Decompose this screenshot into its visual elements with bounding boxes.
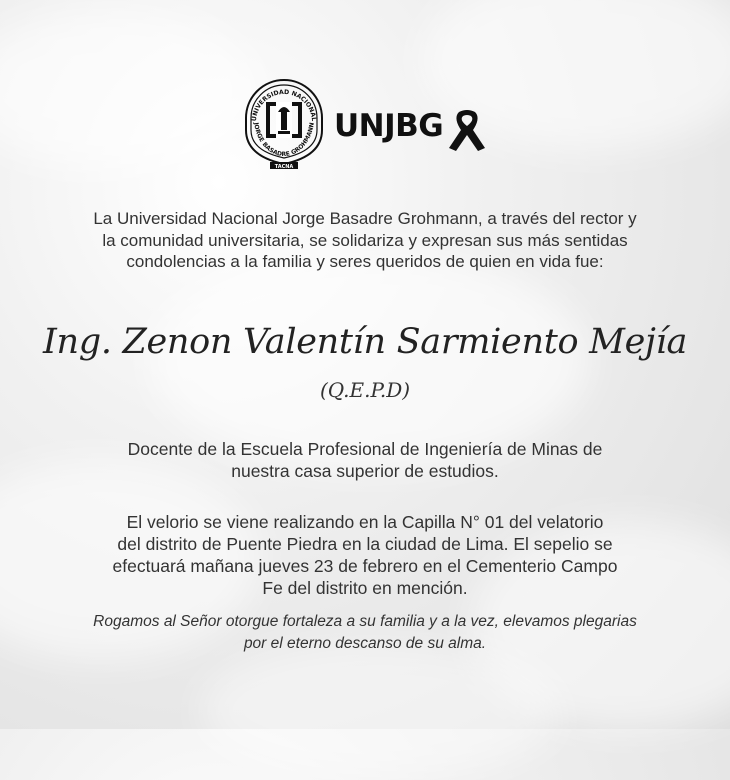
wake-line: del distrito de Puente Piedra en la ciudad de Lima. El sepelio se: [117, 534, 613, 554]
intro-line: La Universidad Nacional Jorge Basadre Grohmann, a través del rector y: [93, 209, 637, 228]
university-logo: [242, 78, 502, 170]
crest-side-text: JORGE BASADRE GROHMANN: [252, 121, 316, 159]
black-ribbon-icon: [445, 108, 489, 152]
role-line: nuestra casa superior de estudios.: [231, 461, 499, 481]
background-cloud: [0, 10, 260, 170]
role-line: Docente de la Escuela Profesional de Ingeniería de Minas de: [127, 439, 603, 459]
wake-line: efectuará mañana jueves 23 de febrero en el Cementerio Campo: [112, 556, 618, 576]
prayer-line: Rogamos al Señor otorgue fortaleza a su familia y a la vez, elevamos plegarias: [93, 613, 637, 630]
qepd-label: (Q.E.P.D): [319, 378, 411, 402]
intro-line: condolencias a la familia y seres queridos de quien en vida fue:: [126, 252, 604, 271]
crest-bottom-text: TACNA: [274, 164, 294, 170]
background-cloud: [200, 640, 560, 780]
prayer-line: por el eterno descanso de su alma.: [243, 635, 487, 652]
prayer-text: [30, 611, 700, 655]
deceased-name: Ing. Zenon Valentín Sarmiento Mejía: [42, 322, 688, 362]
wake-line: Fe del distrito en mención.: [262, 578, 468, 598]
wake-line: El velorio se viene realizando en la Capilla N° 01 del velatorio: [126, 512, 604, 532]
condolence-intro: [40, 208, 690, 273]
university-wordmark: UNJBG: [334, 108, 444, 144]
intro-line: la comunidad universitaria, se solidariza y expresan sus más sentidas: [102, 230, 628, 250]
crest-top-text: UNIVERSIDAD NACIONAL: [250, 88, 318, 122]
university-crest-icon: [242, 78, 326, 170]
deceased-role: [40, 438, 690, 482]
wake-details: [40, 511, 690, 599]
